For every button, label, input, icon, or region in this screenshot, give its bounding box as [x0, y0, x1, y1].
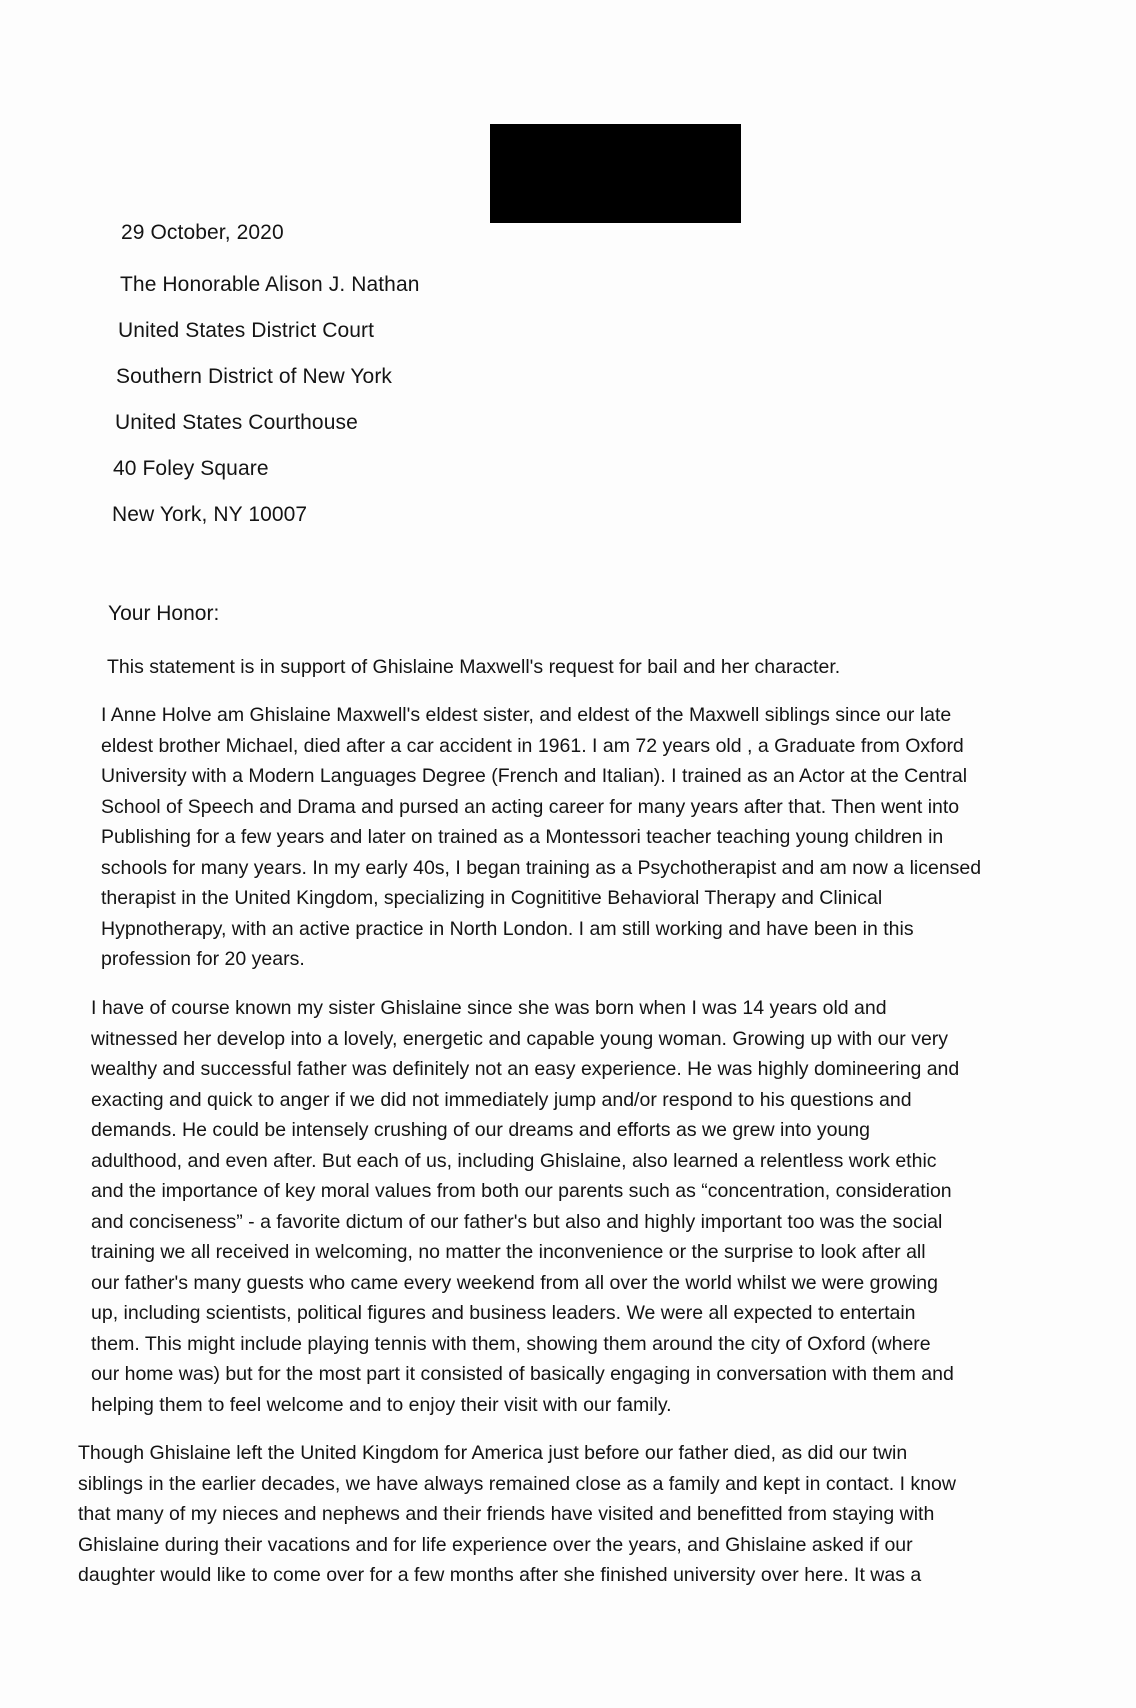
text-line: eldest brother Michael, died after a car accident in 1961. I am 72 years old , a Graduate from Oxford: [101, 734, 964, 757]
text-line: daughter would like to come over for a few months after she finished university over here. It was a: [78, 1564, 922, 1586]
recipient-line: Southern District of New York: [116, 365, 393, 388]
text-line: siblings in the earlier decades, we have always remained close as a family and kept in contact. I know: [78, 1472, 956, 1495]
text-line: School of Speech and Drama and pursed an acting career for many years after that. Then went into: [101, 795, 960, 818]
recipient-line: New York, NY 10007: [112, 503, 308, 526]
paragraph: [78, 1438, 956, 1591]
salutation: Your Honor:: [108, 602, 220, 625]
text-line: our father's many guests who came every weekend from all over the world whilst we were growing: [91, 1271, 938, 1294]
text-line: them. This might include playing tennis with them, showing them around the city of Oxford (where: [91, 1332, 931, 1355]
text-line: I Anne Holve am Ghislaine Maxwell's eldest sister, and eldest of the Maxwell siblings since our late: [101, 704, 952, 726]
redaction-block: [490, 124, 741, 223]
text-line: Hypnotherapy, with an active practice in North London. I am still working and have been in this: [101, 917, 914, 940]
text-line: and conciseness” - a favorite dictum of our father's but also and highly important too was the social: [91, 1210, 943, 1233]
text-line: Though Ghislaine left the United Kingdom for America just before our father died, as did our twin: [78, 1442, 908, 1464]
text-line: This statement is in support of Ghislaine Maxwell's request for bail and her character.: [107, 656, 841, 678]
text-line: training we all received in welcoming, no matter the inconvenience or the surprise to look after all: [91, 1241, 926, 1263]
text-line: Publishing for a few years and later on trained as a Montessori teacher teaching young children in: [101, 826, 944, 848]
text-line: demands. He could be intensely crushing of our dreams and efforts as we grew into young: [91, 1119, 871, 1141]
text-line: and the importance of key moral values from both our parents such as “concentration, consideration: [91, 1180, 952, 1202]
text-line: wealthy and successful father was definitely not an easy experience. He was highly domineering and: [91, 1058, 960, 1080]
text-line: our home was) but for the most part it consisted of basically engaging in conversation with them and: [91, 1363, 954, 1385]
text-line: adulthood, and even after. But each of us, including Ghislaine, also learned a relentless work ethic: [91, 1149, 937, 1172]
text-line: therapist in the United Kingdom, specializing in Cognititive Behavioral Therapy and Clinical: [101, 887, 883, 909]
paragraph: [107, 652, 840, 683]
letter-date: 29 October, 2020: [121, 221, 284, 244]
recipient-line: 40 Foley Square: [113, 457, 269, 480]
text-line: schools for many years. In my early 40s, I began training as a Psychotherapist and am now a licensed: [101, 856, 982, 879]
paragraph: [91, 993, 959, 1420]
recipient-line: The Honorable Alison J. Nathan: [120, 273, 420, 296]
text-line: helping them to feel welcome and to enjoy their visit with our family.: [91, 1393, 672, 1416]
text-line: that many of my nieces and nephews and their friends have visited and benefitted from staying with: [78, 1503, 935, 1525]
text-line: witnessed her develop into a lovely, energetic and capable young woman. Growing up with our very: [91, 1027, 949, 1050]
text-line: exacting and quick to anger if we did not immediately jump and/or respond to his questions and: [91, 1088, 912, 1111]
text-line: Ghislaine during their vacations and for life experience over the years, and Ghislaine asked if our: [78, 1533, 913, 1556]
text-line: profession for 20 years.: [101, 948, 305, 970]
text-line: I have of course known my sister Ghislaine since she was born when I was 14 years old and: [91, 997, 887, 1019]
recipient-line: United States District Court: [118, 319, 375, 342]
paragraph: [101, 700, 981, 975]
text-line: University with a Modern Languages Degree (French and Italian). I trained as an Actor at the Central: [101, 765, 968, 787]
recipient-line: United States Courthouse: [115, 411, 358, 434]
text-line: up, including scientists, political figures and business leaders. We were all expected to entertain: [91, 1302, 916, 1324]
